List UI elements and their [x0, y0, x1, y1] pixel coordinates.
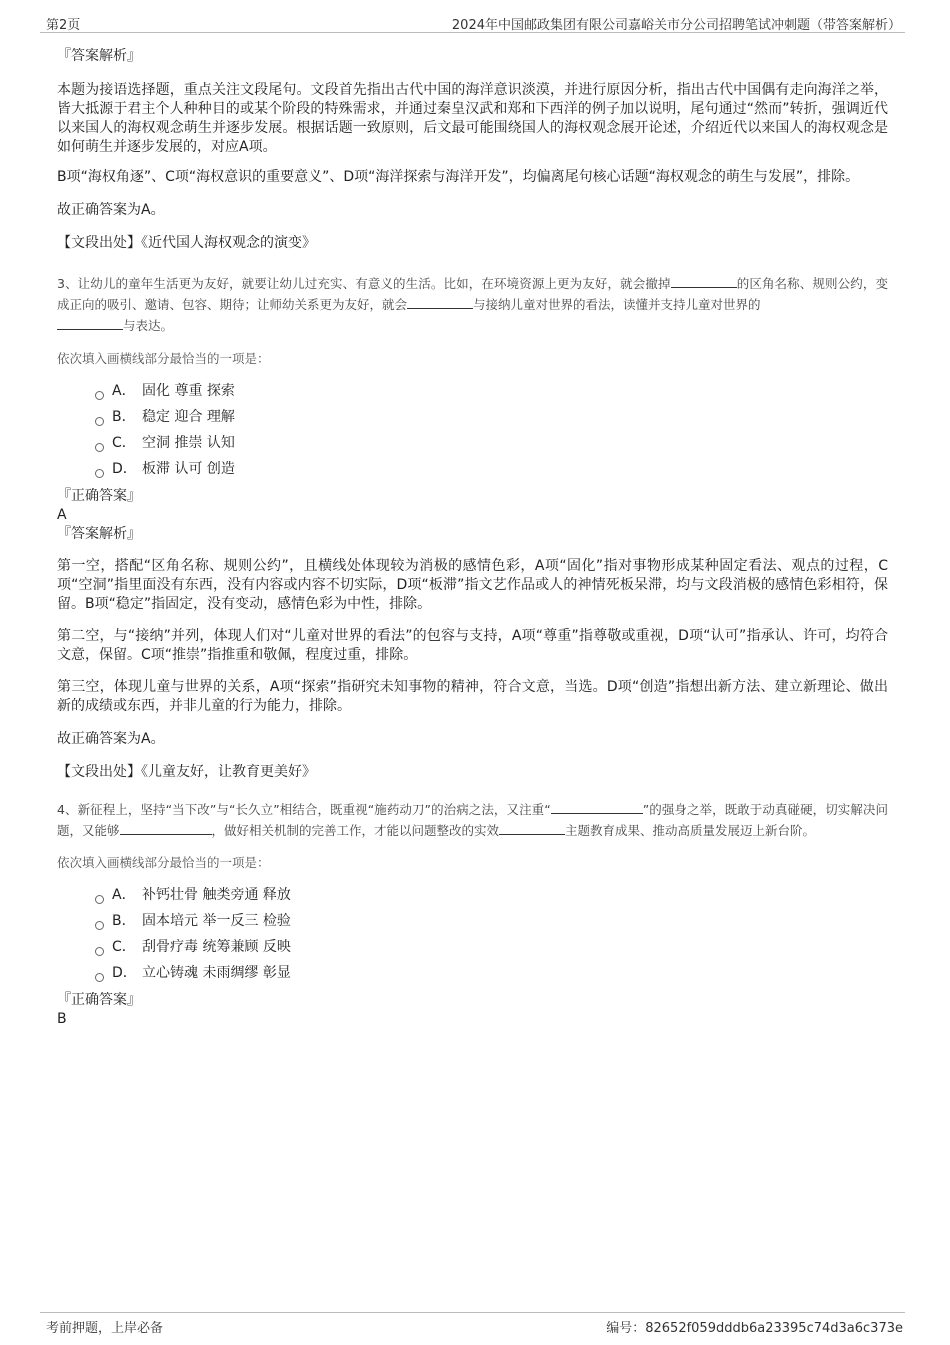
answer-label: 『正确答案』	[57, 992, 141, 1008]
option-b[interactable]: B． 固本培元 举一反三 检验	[95, 908, 888, 934]
radio-icon[interactable]	[95, 895, 104, 904]
option-c[interactable]: C． 空洞 推崇 认知	[95, 430, 888, 456]
source-citation: 【文段出处】《儿童友好，让教育更美好》	[57, 764, 316, 780]
analysis-paragraph: 第三空，体现儿童与世界的关系，A项“探索”指研究未知事物的精神，符合文意，当选。D项“创造”指想出新方法、建立新理论、做出新的成绩或东西，并非儿童的行为能力，排除。	[57, 679, 888, 714]
question-4-options	[95, 882, 888, 986]
option-a[interactable]: A． 补钙壮骨 触类旁通 释放	[95, 882, 888, 908]
page-number: 第2页	[46, 18, 81, 33]
radio-icon[interactable]	[95, 391, 104, 400]
page-content	[57, 44, 888, 1028]
question-3-prompt: 依次填入画横线部分最恰当的一项是：	[57, 351, 270, 366]
radio-icon[interactable]	[95, 443, 104, 452]
page-header	[40, 12, 905, 33]
document-id: 编号：82652f059dddb6a23395c74d3a6c373e	[606, 1321, 903, 1336]
analysis-label: 『答案解析』	[57, 48, 141, 64]
radio-icon[interactable]	[95, 973, 104, 982]
question-3-options	[95, 378, 888, 482]
option-d[interactable]: D． 板滞 认可 创造	[95, 456, 888, 482]
radio-icon[interactable]	[95, 947, 104, 956]
option-d[interactable]: D． 立心铸魂 未雨绸缪 彰显	[95, 960, 888, 986]
answer-value: B	[57, 1011, 67, 1027]
source-citation: 【文段出处】《近代国人海权观念的演变》	[57, 235, 316, 251]
question-3-text: 3、让幼儿的童年生活更为友好，就要让幼儿过充实、有意义的生活。比如，在环境资源上更为友好，就会撤掉 的区角名称、规则公约，变成正向的吸引、邀请、包容、期待；让师幼关系更为友好，就会 与接纳儿童对世界的看法，读懂并支持儿童对世界的 与表达。	[57, 276, 888, 333]
footer-slogan: 考前押题，上岸必备	[46, 1321, 164, 1336]
radio-icon[interactable]	[95, 469, 104, 478]
radio-icon[interactable]	[95, 417, 104, 426]
document-title: 2024年中国邮政集团有限公司嘉峪关市分公司招聘笔试冲刺题（带答案解析）	[451, 18, 901, 33]
page-footer	[40, 1312, 905, 1336]
analysis-paragraph: 本题为接语选择题，重点关注文段尾句。文段首先指出古代中国的海洋意识淡漠，并进行原因分析，指出古代中国偶有走向海洋之举，皆大抵源于君主个人种种目的或某个阶段的特殊需求，并通过秦皇汉武和郑和下西洋的例子加以说明，尾句通过“然而”转折，强调近代以来国人的海权观念萌生并逐步发展。根据话题一致原则，后文最可能围绕国人的海权观念展开论述，介绍近代以来国人的海权观念是如何萌生并逐步发展的，对应A项。	[57, 82, 888, 155]
answer-label: 『正确答案』	[57, 488, 141, 504]
question-4-text: 4、新征程上，坚持“当下改”与“长久立”相结合，既重视“施药动刀”的治病之法，又注重“ ”的强身之举，既敢于动真碰硬，切实解决问题，又能够 ，做好相关机制的完善工作，才能以问题整改的实效 主题教育成果、推动高质量发展迈上新台阶。	[57, 802, 888, 838]
option-c[interactable]: C． 刮骨疗毒 统筹兼顾 反映	[95, 934, 888, 960]
analysis-paragraph: 第一空，搭配“区角名称、规则公约”，且横线处体现较为消极的感情色彩，A项“固化”指对事物形成某种固定看法、观点的过程，C项“空洞”指里面没有东西，没有内容或内容不切实际，D项“板滞”指文艺作品或人的神情死板呆滞，均与文段消极的感情色彩相符，保留。B项“稳定”指固定，没有变动，感情色彩为中性，排除。	[57, 558, 888, 612]
radio-icon[interactable]	[95, 921, 104, 930]
option-b[interactable]: B． 稳定 迎合 理解	[95, 404, 888, 430]
analysis-paragraph: 第二空，与“接纳”并列，体现人们对“儿童对世界的看法”的包容与支持，A项“尊重”指尊敬或重视，D项“认可”指承认、许可，均符合文意，保留。C项“推崇”指推重和敬佩，程度过重，排除。	[57, 628, 888, 663]
option-a[interactable]: A． 固化 尊重 探索	[95, 378, 888, 404]
analysis-paragraph: 故正确答案为A。	[57, 731, 165, 747]
analysis-label: 『答案解析』	[57, 526, 141, 542]
question-4-prompt: 依次填入画横线部分最恰当的一项是：	[57, 855, 270, 870]
analysis-paragraph: 故正确答案为A。	[57, 202, 165, 218]
analysis-paragraph: B项“海权角逐”、C项“海权意识的重要意义”、D项“海洋探索与海洋开发”，均偏离尾句核心话题“海权观念的萌生与发展”，排除。	[57, 169, 860, 185]
answer-value: A	[57, 507, 67, 523]
